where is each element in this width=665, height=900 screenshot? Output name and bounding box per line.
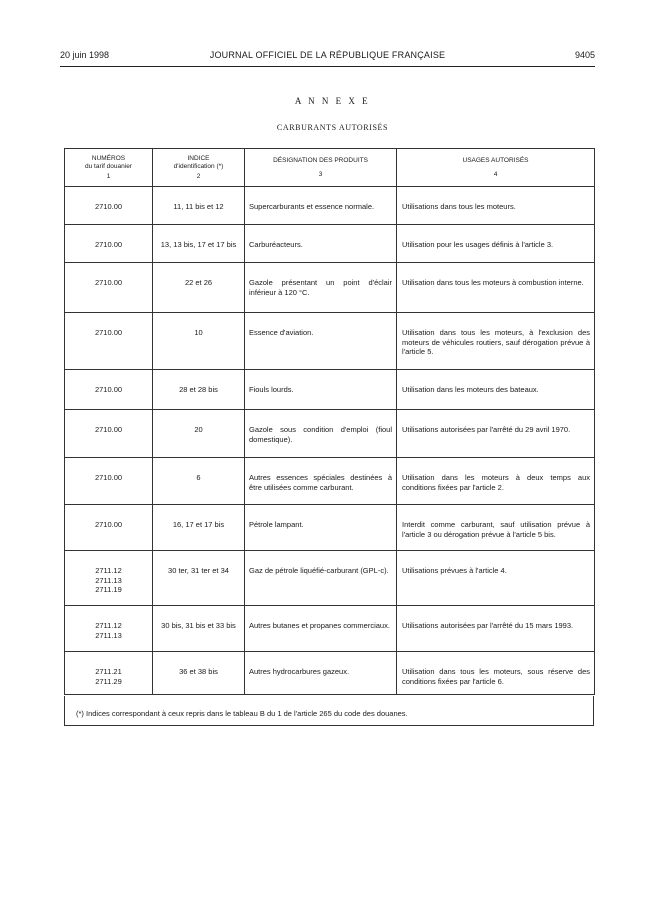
cell-numeros (65, 313, 153, 370)
cell-numeros (65, 505, 153, 551)
cell-numeros (65, 263, 153, 313)
cell-usages-text: Utilisation dans tous les moteurs, à l'exclusion des moteurs de véhicules routiers, sauf dérogation prévue à l'article 5. (402, 328, 590, 356)
cell-usages (397, 505, 595, 551)
cell-designation-text: Autres butanes et propanes commerciaux. (249, 621, 390, 630)
cell-usages (397, 652, 595, 695)
cell-indice (153, 313, 245, 370)
cell-numeros-text: 2710.00 (94, 328, 123, 337)
table-header-row (65, 149, 595, 187)
table-body (65, 187, 595, 695)
header-label: INDICE (187, 154, 210, 162)
table-row (65, 263, 595, 313)
cell-designation-text: Gaz de pétrole liquéfié-carburant (GPL-c). (249, 566, 389, 575)
cell-numeros-text: 2710.00 (94, 425, 123, 434)
cell-usages-text: Utilisation dans les moteurs à deux temps aux conditions fixées par l'article 2. (402, 473, 590, 492)
cell-usages-text: Utilisations prévues à l'article 4. (402, 566, 507, 575)
cell-designation (245, 313, 397, 370)
table-row (65, 652, 595, 695)
table-row (65, 606, 595, 652)
cell-usages-text: Utilisations autorisées par l'arrêté du 29 avril 1970. (402, 425, 571, 434)
cell-indice (153, 370, 245, 410)
cell-designation-text: Autres hydrocarbures gazeux. (249, 667, 350, 676)
cell-numeros-text: 2711.21 2711.29 (95, 667, 122, 686)
cell-numeros (65, 410, 153, 458)
cell-indice (153, 458, 245, 505)
carburants-table (64, 148, 595, 695)
cell-usages (397, 187, 595, 225)
cell-designation (245, 410, 397, 458)
table-row (65, 313, 595, 370)
table-row (65, 410, 595, 458)
cell-indice-text: 20 (194, 425, 203, 434)
cell-indice-text: 11, 11 bis et 12 (173, 202, 224, 211)
cell-usages (397, 263, 595, 313)
table-row (65, 225, 595, 263)
cell-designation (245, 458, 397, 505)
cell-usages (397, 606, 595, 652)
column-header-designation (245, 149, 397, 187)
cell-indice-text: 22 et 26 (184, 278, 213, 287)
cell-numeros-text: 2710.00 (94, 473, 123, 482)
cell-designation (245, 225, 397, 263)
cell-usages-text: Interdit comme carburant, sauf utilisation prévue à l'article 3 ou dérogation prévue à l'article 5 bis. (402, 520, 590, 539)
cell-numeros (65, 370, 153, 410)
cell-designation (245, 370, 397, 410)
cell-indice (153, 225, 245, 263)
cell-usages (397, 551, 595, 606)
cell-indice-text: 30 ter, 31 ter et 34 (168, 566, 229, 575)
cell-numeros (65, 606, 153, 652)
cell-indice (153, 187, 245, 225)
cell-designation (245, 263, 397, 313)
cell-indice-text: 28 et 28 bis (179, 385, 218, 394)
header-column-number: 1 (106, 172, 111, 180)
cell-numeros-text: 2710.00 (94, 385, 123, 394)
cell-indice-text: 10 (194, 328, 203, 337)
cell-designation (245, 606, 397, 652)
journal-title: JOURNAL OFFICIEL DE LA RÉPUBLIQUE FRANÇAISE (209, 50, 446, 60)
page-header (60, 50, 595, 64)
cell-usages (397, 313, 595, 370)
cell-usages (397, 410, 595, 458)
cell-indice-text: 16, 17 et 17 bis (172, 520, 225, 529)
annexe-title: A N N E X E (294, 96, 371, 106)
publication-date: 20 juin 1998 (60, 50, 110, 60)
cell-numeros (65, 652, 153, 695)
cell-numeros (65, 458, 153, 505)
table-row (65, 370, 595, 410)
cell-usages-text: Utilisation pour les usages définis à l'article 3. (402, 240, 554, 249)
cell-numeros (65, 225, 153, 263)
cell-indice-text: 30 bis, 31 bis et 33 bis (161, 621, 236, 630)
cell-numeros-text: 2710.00 (94, 278, 123, 287)
cell-usages-text: Utilisation dans tous les moteurs, sous réserve des conditions fixées par l'article 6. (402, 667, 590, 686)
cell-indice (153, 505, 245, 551)
cell-usages-text: Utilisation dans tous les moteurs à combustion interne. (402, 278, 584, 287)
cell-numeros-text: 2710.00 (94, 202, 123, 211)
header-sublabel: du tarif douanier (85, 162, 132, 170)
header-sublabel: d'identification (*) (173, 162, 224, 170)
cell-indice (153, 410, 245, 458)
cell-numeros (65, 187, 153, 225)
cell-indice-text: 36 et 38 bis (179, 667, 218, 676)
cell-numeros-text: 2711.12 2711.13 2711.19 (95, 566, 122, 594)
cell-usages (397, 458, 595, 505)
cell-indice (153, 551, 245, 606)
cell-indice-text: 13, 13 bis, 17 et 17 bis (160, 240, 237, 249)
footnote: (*) Indices correspondant à ceux repris dans le tableau B du 1 de l'article 265 du code des douanes. (76, 709, 408, 718)
cell-usages (397, 370, 595, 410)
cell-indice (153, 652, 245, 695)
cell-designation-text: Autres essences spéciales destinées à être utilisées comme carburant. (249, 473, 392, 492)
column-header-indice (153, 149, 245, 187)
cell-designation-text: Essence d'aviation. (249, 328, 314, 337)
table-row (65, 505, 595, 551)
column-header-usages (397, 149, 595, 187)
cell-indice (153, 263, 245, 313)
header-label: NUMÉROS (91, 154, 126, 162)
cell-designation (245, 652, 397, 695)
cell-designation-text: Carburéacteurs. (249, 240, 303, 249)
cell-designation-text: Gazole sous condition d'emploi (fioul domestique). (249, 425, 392, 444)
document-subtitle: CARBURANTS AUTORISÉS (276, 123, 389, 132)
header-column-number: 4 (493, 170, 498, 178)
cell-usages-text: Utilisation dans les moteurs des bateaux. (402, 385, 539, 394)
header-label: DÉSIGNATION DES PRODUITS (273, 156, 368, 164)
cell-designation-text: Gazole présentant un point d'éclair inférieur à 120 °C. (249, 278, 392, 297)
cell-usages-text: Utilisations dans tous les moteurs. (402, 202, 516, 211)
cell-designation-text: Fiouls lourds. (249, 385, 294, 394)
cell-numeros-text: 2710.00 (94, 520, 123, 529)
cell-designation-text: Supercarburants et essence normale. (249, 202, 375, 211)
header-column-number: 2 (196, 172, 201, 180)
page-number: 9405 (574, 50, 595, 60)
table-row (65, 458, 595, 505)
table-row (65, 187, 595, 225)
cell-designation (245, 505, 397, 551)
cell-designation (245, 551, 397, 606)
header-column-number: 3 (318, 170, 323, 178)
header-rule (60, 66, 595, 67)
cell-usages-text: Utilisations autorisées par l'arrêté du 15 mars 1993. (402, 621, 574, 630)
column-header-numeros (65, 149, 153, 187)
header-label: USAGES AUTORISÉS (462, 156, 529, 164)
table-row (65, 551, 595, 606)
cell-usages (397, 225, 595, 263)
cell-designation (245, 187, 397, 225)
cell-numeros (65, 551, 153, 606)
cell-numeros-text: 2711.12 2711.13 (95, 621, 122, 640)
cell-indice-text: 6 (196, 473, 201, 482)
cell-numeros-text: 2710.00 (94, 240, 123, 249)
cell-indice (153, 606, 245, 652)
cell-designation-text: Pétrole lampant. (249, 520, 304, 529)
